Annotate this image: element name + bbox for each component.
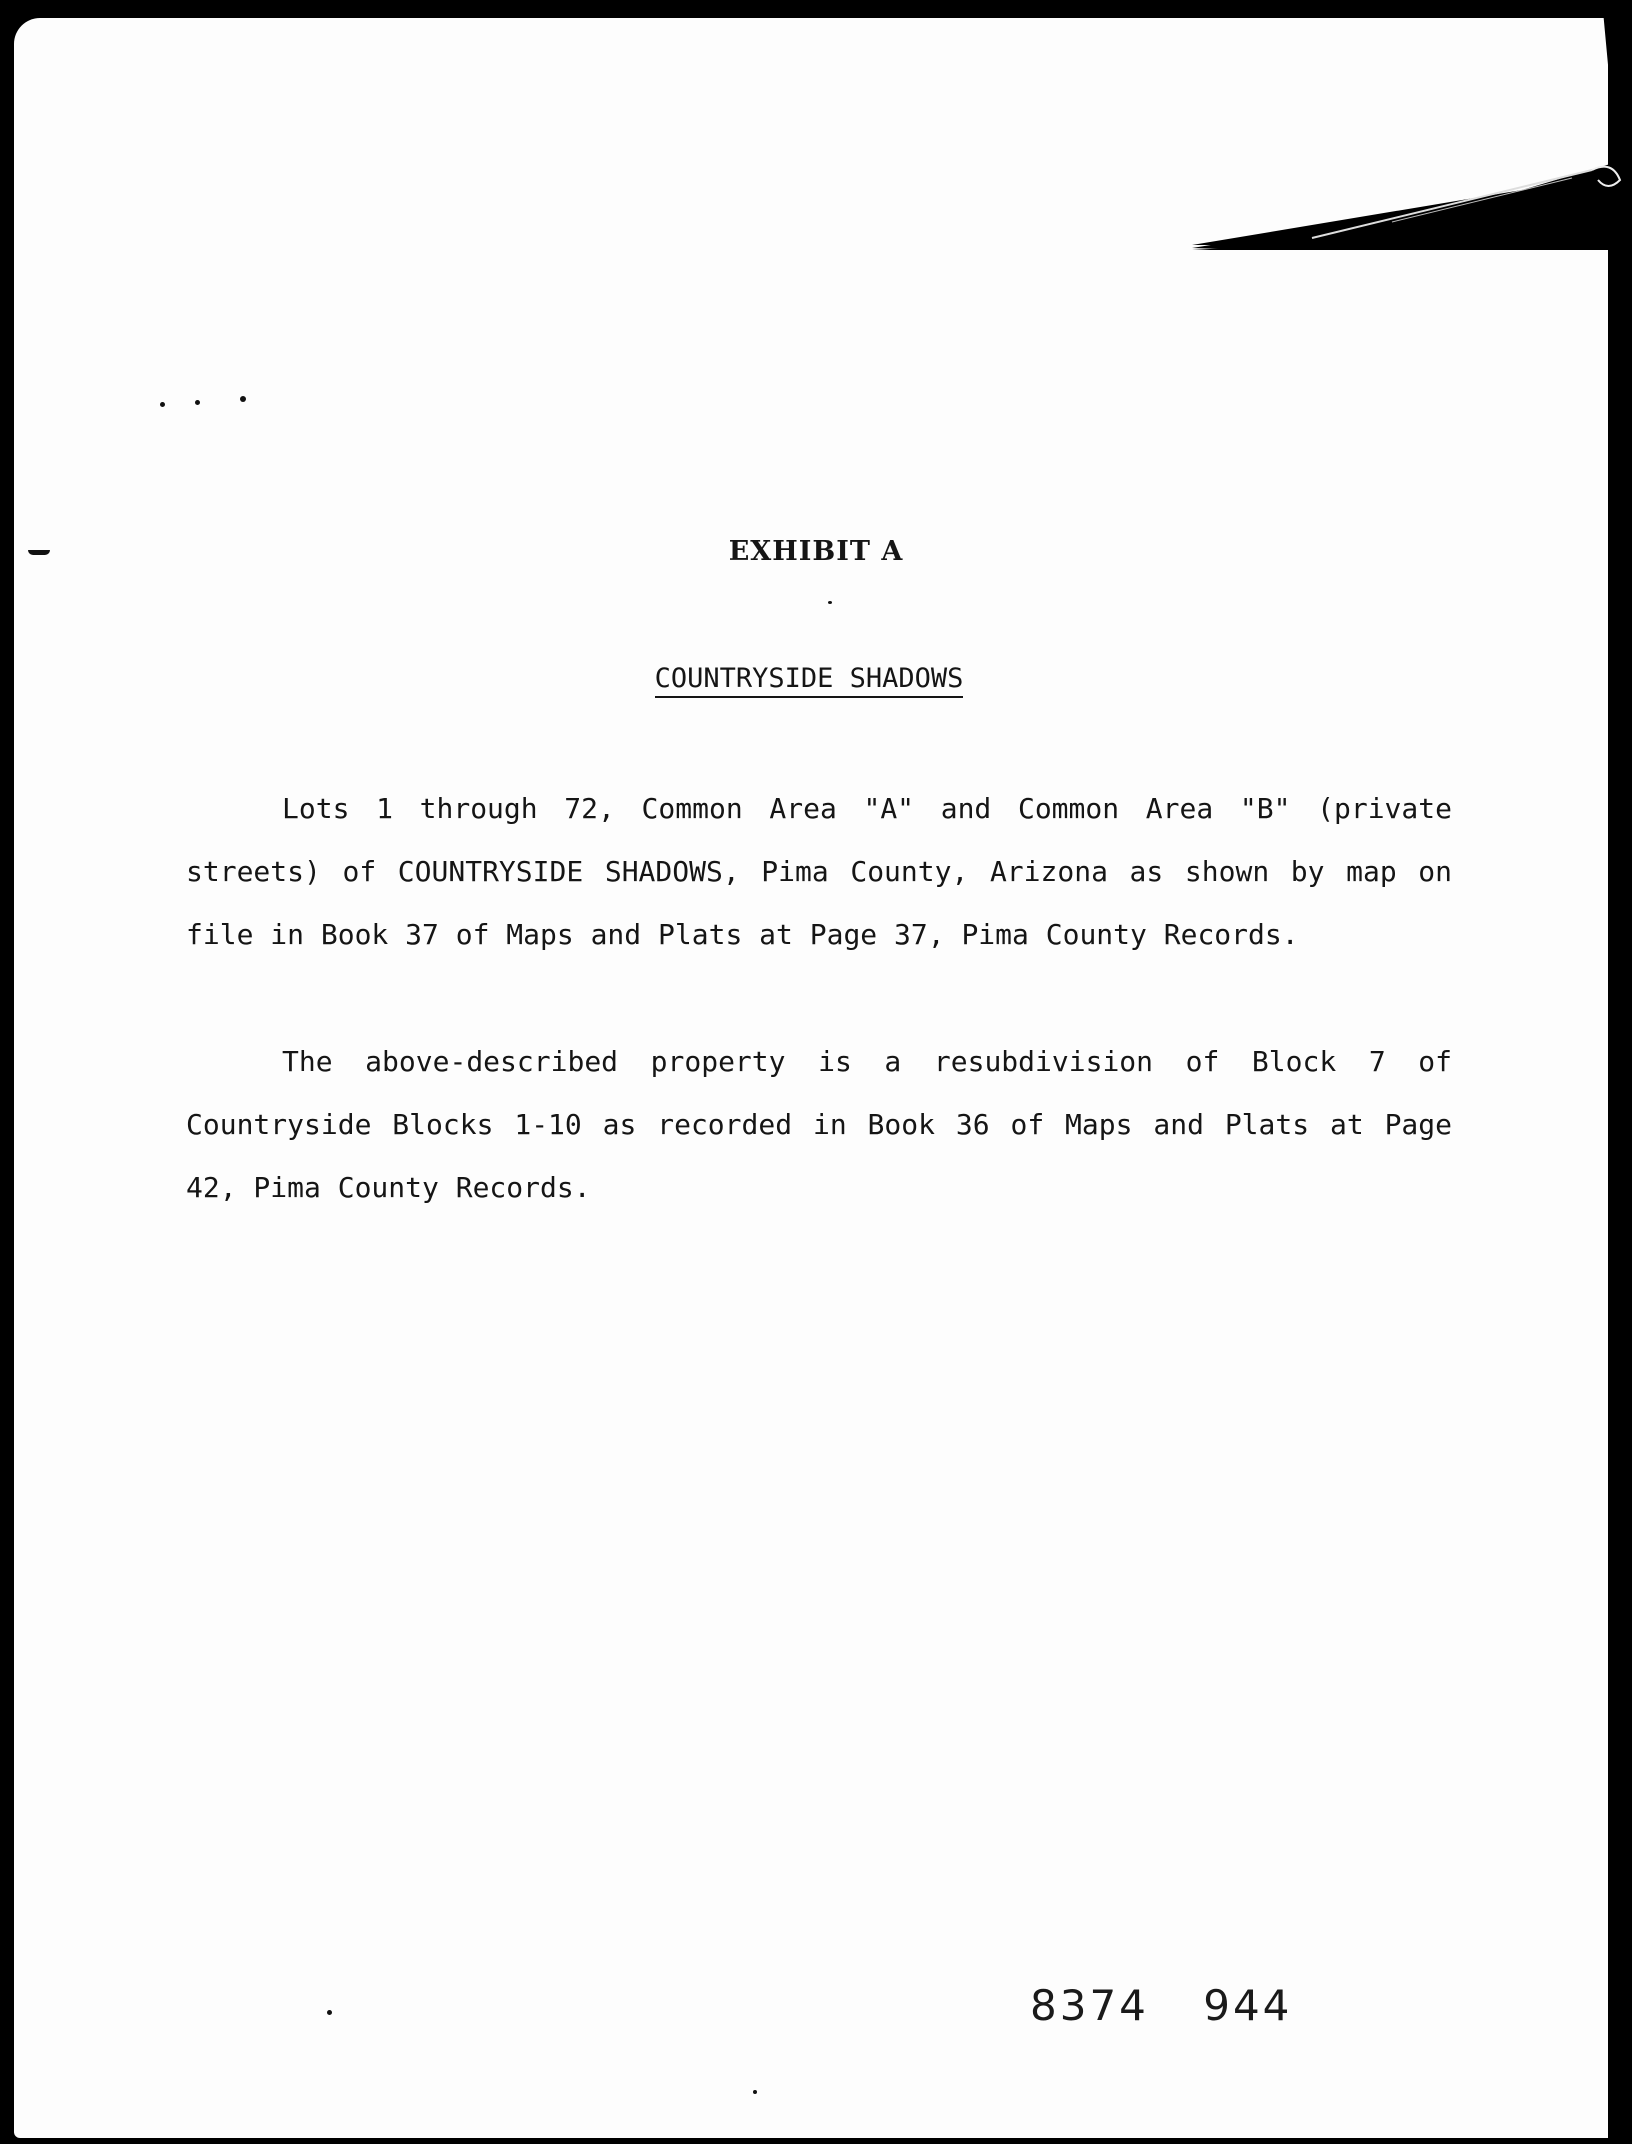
- exhibit-heading: EXHIBIT A: [728, 536, 904, 567]
- subdivision-title: [0, 663, 1618, 694]
- legal-description-paragraph: Lots 1 through 72, Common Area "A" and Common Area "B" (private streets) of COUNTRYSIDE SHADOWS, Pima County, Arizona as shown by map on file in Book 37 of Maps and Plats at Page 37, Pima County Records.: [186, 792, 1452, 951]
- subdivision-title-text: COUNTRYSIDE SHADOWS: [655, 663, 964, 698]
- resubdivision-paragraph: The above-described property is a resubdivision of Block 7 of Countryside Blocks 1-10 as recorded in Book 36 of Maps and Plats at Page 42, Pima County Records.: [186, 1045, 1452, 1204]
- page-number: 8374 944: [1030, 1981, 1293, 2030]
